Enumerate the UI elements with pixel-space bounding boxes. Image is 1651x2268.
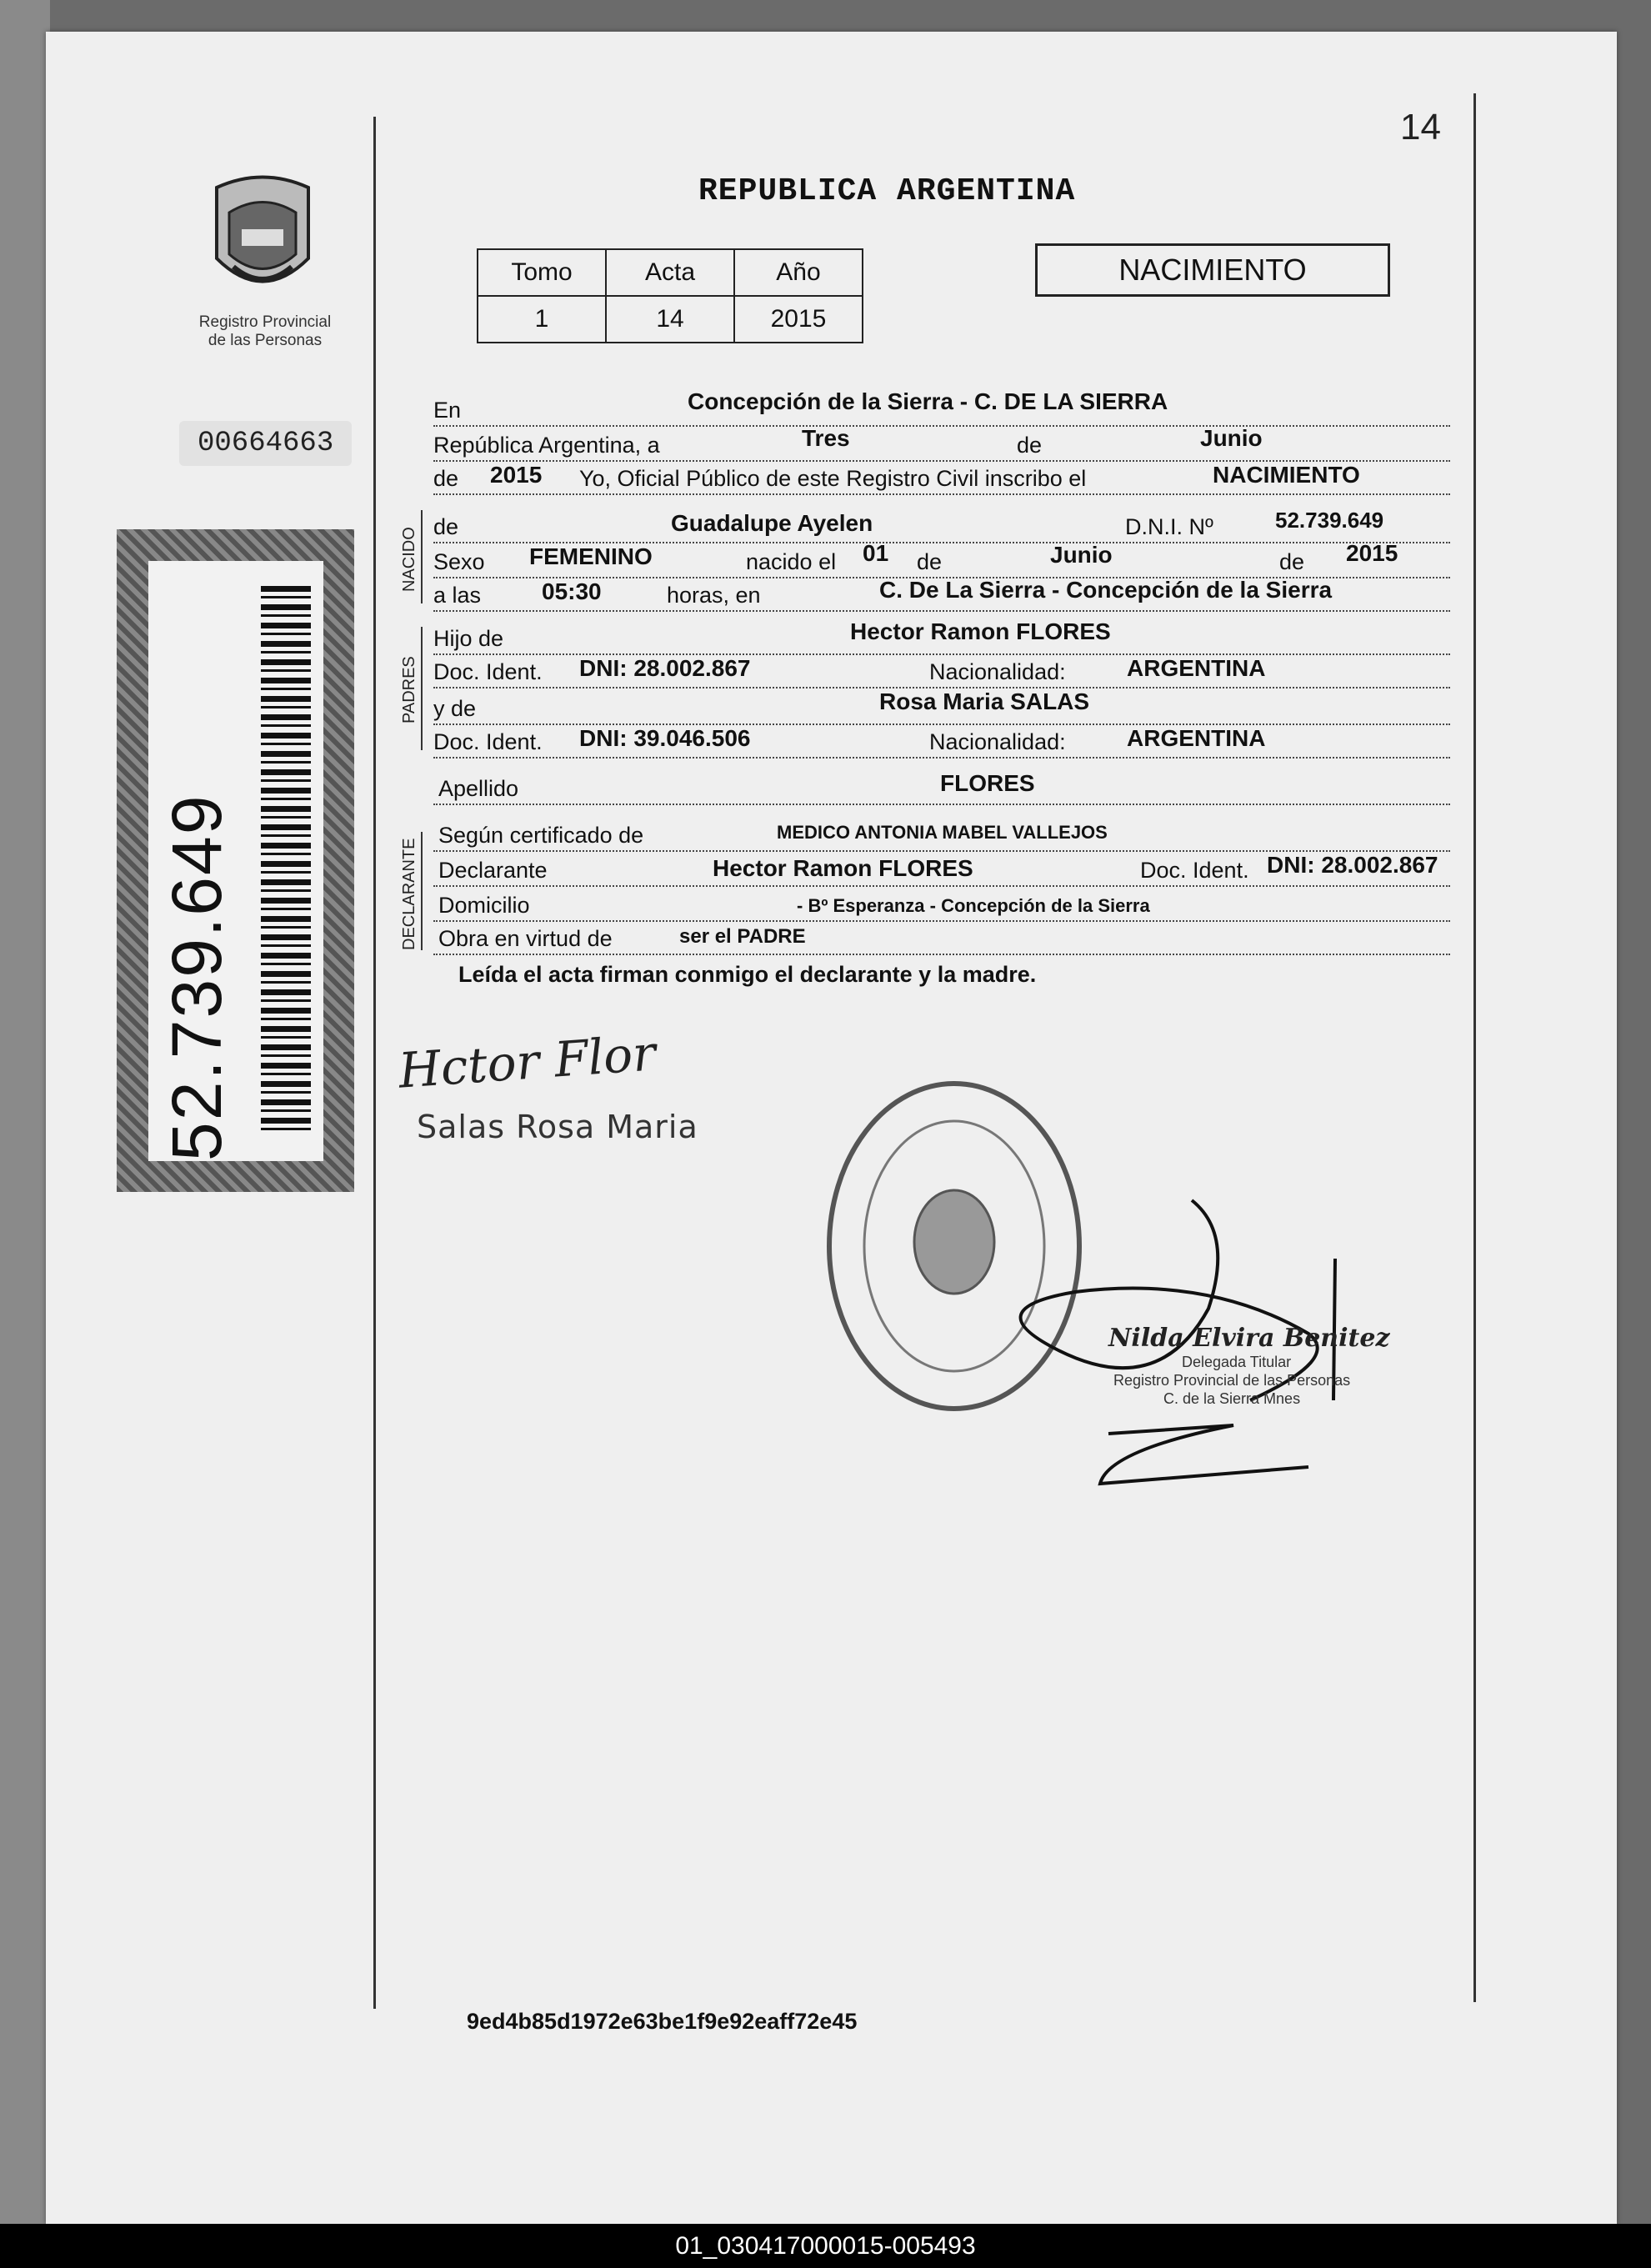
row-reason [433,919,1450,955]
row-year [433,458,1450,495]
row-mother [433,688,1450,725]
page-number: 14 [1400,107,1441,148]
label-obra: Obra en virtud de [438,926,613,951]
birth-time: 05:30 [542,578,602,604]
label-en: En [433,398,462,423]
barcode-icon [261,586,311,1136]
label-nac-mother: Nacionalidad: [929,729,1066,754]
header-acta: Acta [606,249,734,296]
father-name: Hector Ramon FLORES [850,618,1111,644]
left-margin-line [373,117,376,2009]
mother-nationality: ARGENTINA [1127,725,1266,751]
right-margin-line [1473,93,1476,2002]
value-anio: 2015 [734,296,863,343]
value-acta: 14 [606,296,734,343]
row-sex [433,542,1450,578]
sex-value: FEMENINO [529,543,653,569]
page-title: REPUBLICA ARGENTINA [698,173,1076,209]
label-de2: de [433,466,459,491]
row-place [433,390,1450,427]
official-title: Delegada Titular [1182,1354,1292,1370]
section-bracket-padres [421,627,423,750]
closing-statement: Leída el acta firman conmigo el declarante y la madre. [458,962,1037,987]
birth-year: 2015 [1346,540,1398,566]
header-anio: Año [734,249,863,296]
label-doc-mother: Doc. Ident. [433,729,543,754]
birth-place: C. De La Sierra - Concepción de la Sierra [879,577,1333,603]
row-time [433,575,1450,612]
row-name [433,507,1450,543]
label-de4: de [917,549,943,574]
label-republica: República Argentina, a [433,433,660,458]
section-label-declarante: DECLARANTE [400,838,418,950]
section-label-padres: PADRES [400,656,418,723]
label-yo: Yo, Oficial Público de este Registro Civil inscribo el [579,466,1087,491]
row-mother-doc [433,722,1450,759]
act-type-value: NACIMIENTO [1213,462,1360,488]
label-alas: a las [433,583,482,608]
place-value: Concepción de la Sierra - C. DE LA SIERRA [688,388,1168,414]
section-bracket-nacido [421,510,423,603]
birth-month: Junio [1050,542,1113,568]
signature-mother: Salas Rosa Maria [417,1109,698,1145]
label-dni: D.N.I. Nº [1125,514,1213,539]
row-date [433,425,1450,462]
child-name: Guadalupe Ayelen [671,510,873,536]
row-father [433,618,1450,655]
label-de5: de [1279,549,1305,574]
father-nationality: ARGENTINA [1127,655,1266,681]
scan-background [0,0,50,2268]
signature-declarant: Hctor Flor [397,1024,658,1099]
label-certificado: Según certificado de [438,823,644,848]
certificate-value: MEDICO ANTONIA MABEL VALLEJOS [777,822,1108,843]
row-certificate [433,815,1450,852]
barcode-card [117,529,354,1192]
label-doc-father: Doc. Ident. [433,659,543,684]
day-word: Tres [802,425,850,451]
barcode-number: 52.739.649 [158,794,236,1161]
official-location: C. de la Sierra Mnes [1163,1390,1301,1407]
label-horas: horas, en [667,583,761,608]
address-value: - Bº Esperanza - Concepción de la Sierra [797,895,1150,916]
province-seal-icon [200,167,325,308]
father-doc: DNI: 28.002.867 [579,655,751,681]
registry-table [477,248,863,343]
label-nacido-el: nacido el [746,549,837,574]
official-office: Registro Provincial de las Personas [1113,1372,1351,1389]
month-value: Junio [1200,425,1263,451]
label-domicilio: Domicilio [438,893,530,918]
label-sexo: Sexo [433,549,485,574]
reason-value: ser el PADRE [679,925,806,948]
section-bracket-declarante [421,832,423,950]
label-yde: y de [433,696,477,721]
mother-doc: DNI: 39.046.506 [579,725,751,751]
label-apellido: Apellido [438,776,519,801]
label-doc-declarant: Doc. Ident. [1140,858,1249,883]
row-surname [433,769,1450,805]
surname-value: FLORES [940,770,1035,796]
header-tomo: Tomo [478,249,606,296]
row-father-doc [433,652,1450,688]
serial-number: 00664663 [179,421,352,466]
row-address [433,885,1450,922]
year-value: 2015 [490,462,543,488]
row-declarant [433,850,1450,887]
declarant-name: Hector Ramon FLORES [713,855,973,881]
label-nac-father: Nacionalidad: [929,659,1066,684]
footer-id: 01_030417000015-005493 [0,2224,1651,2268]
birth-day: 01 [863,540,889,566]
seal-label: Registro Provincial de las Personas [198,313,332,349]
section-label-nacido: NACIDO [400,527,418,592]
declarant-doc: DNI: 28.002.867 [1267,852,1438,878]
label-de3: de [433,514,459,539]
label-hijo: Hijo de [433,626,504,651]
official-name: Nilda Elvira Benitez [1108,1324,1390,1353]
mother-name: Rosa Maria SALAS [879,688,1090,714]
value-tomo: 1 [478,296,606,343]
label-declarante: Declarante [438,858,548,883]
child-dni: 52.739.649 [1275,508,1384,533]
label-de: de [1017,433,1043,458]
act-type-box: NACIMIENTO [1035,243,1390,297]
barcode-card-inner [148,561,323,1161]
document-hash: 9ed4b85d1972e63be1f9e92eaff72e45 [467,2009,858,2034]
